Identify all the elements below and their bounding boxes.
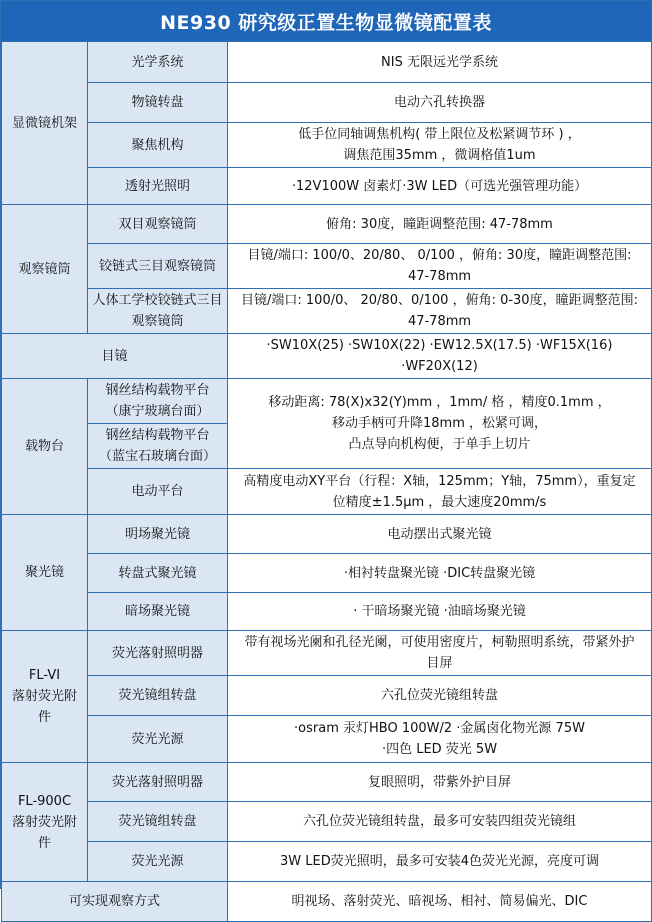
row-label: 荧光光源 <box>88 842 228 882</box>
category-tube: 观察镜筒 <box>2 205 88 334</box>
row-value: 目镜/端口: 100/0、20/80、 0/100 ，俯角: 30度，瞳距调整范围: 47-78mm <box>228 244 652 289</box>
row-value: 移动距离: 78(X)x32(Y)mm ，1mm/ 格 ，精度0.1mm ， 移动手柄可升降18mm ，松紧可调， 凸点导向机构便，于单手上切片 <box>228 379 652 469</box>
table-row <box>2 716 652 763</box>
table-row <box>2 83 652 123</box>
row-value: 带有视场光阑和孔径光阑，可使用密度片，柯勒照明系统，带紧外护 目屏 <box>228 631 652 676</box>
row-label: 转盘式聚光镜 <box>88 554 228 593</box>
category-stand: 显微镜机架 <box>2 42 88 205</box>
table-row <box>2 554 652 593</box>
row-value: 六孔位荧光镜组转盘 <box>228 676 652 716</box>
category-modes: 可实现观察方式 <box>2 882 228 922</box>
row-value: 低手位同轴调焦机构( 带上限位及松紧调节环 ) ， 调焦范围35mm ，微调格值1um <box>228 123 652 168</box>
row-label: 荧光镜组转盘 <box>88 802 228 842</box>
row-value: 目镜/端口: 100/0、 20/80、0/100 ，俯角: 0-30度，瞳距调整范围: 47-78mm <box>228 289 652 334</box>
table-row <box>2 379 652 424</box>
row-label: 钢丝结构载物平台 （蓝宝石玻璃台面） <box>88 424 228 469</box>
row-label: 透射光照明 <box>88 168 228 205</box>
row-label: 光学系统 <box>88 42 228 83</box>
row-value: ·SW10X(25) ·SW10X(22) ·EW12.5X(17.5) ·WF15X(16) ·WF20X(12) <box>228 334 652 379</box>
row-value: ·相衬转盘聚光镜 ·DIC转盘聚光镜 <box>228 554 652 593</box>
category-fl-900c: FL-900C 落射荧光附 件 <box>2 763 88 882</box>
row-label: 铰链式三目观察镜筒 <box>88 244 228 289</box>
row-value: 明视场、落射荧光、暗视场、相衬、简易偏光、DIC <box>228 882 652 922</box>
row-label: 荧光落射照明器 <box>88 763 228 802</box>
row-value: · 干暗场聚光镜 ·油暗场聚光镜 <box>228 593 652 631</box>
table-row <box>2 42 652 83</box>
table-row <box>2 168 652 205</box>
row-label: 明场聚光镜 <box>88 515 228 554</box>
row-value: 复眼照明，带紫外护目屏 <box>228 763 652 802</box>
table-row <box>2 763 652 802</box>
row-value: 俯角: 30度，瞳距调整范围: 47-78mm <box>228 205 652 244</box>
table-row <box>2 289 652 334</box>
row-label: 暗场聚光镜 <box>88 593 228 631</box>
row-label: 电动平台 <box>88 469 228 515</box>
table-row <box>2 469 652 515</box>
row-label: 人体工学校铰链式三目 观察镜筒 <box>88 289 228 334</box>
row-value: 电动摆出式聚光镜 <box>228 515 652 554</box>
row-label: 双目观察镜筒 <box>88 205 228 244</box>
row-value: 六孔位荧光镜组转盘，最多可安装四组荧光镜组 <box>228 802 652 842</box>
row-label: 物镜转盘 <box>88 83 228 123</box>
table-row <box>2 676 652 716</box>
table-title: NE930 研究级正置生物显微镜配置表 <box>1 1 651 41</box>
table-row <box>2 123 652 168</box>
category-eyepiece: 目镜 <box>2 334 228 379</box>
table-row <box>2 515 652 554</box>
category-fl-vi: FL-VI 落射荧光附 件 <box>2 631 88 763</box>
table-row <box>2 842 652 882</box>
row-value: 电动六孔转换器 <box>228 83 652 123</box>
config-table <box>1 41 652 922</box>
table-row <box>2 631 652 676</box>
row-value: 3W LED荧光照明，最多可安装4色荧光光源，亮度可调 <box>228 842 652 882</box>
row-value: ·12V100W 卤素灯·3W LED（可选光强管理功能） <box>228 168 652 205</box>
category-condenser: 聚光镜 <box>2 515 88 631</box>
category-stage: 载物台 <box>2 379 88 515</box>
row-label: 荧光光源 <box>88 716 228 763</box>
row-value: ·osram 汞灯HBO 100W/2 ·金属卤化物光源 75W ·四色 LED 荧光 5W <box>228 716 652 763</box>
table-row <box>2 334 652 379</box>
table-row <box>2 244 652 289</box>
table-row <box>2 593 652 631</box>
row-label: 聚焦机构 <box>88 123 228 168</box>
row-value: 高精度电动XY平台（行程：X轴，125mm；Y轴，75mm），重复定 位精度±1.5μm ，最大速度20mm/s <box>228 469 652 515</box>
table-row <box>2 205 652 244</box>
row-label: 钢丝结构载物平台 （康宁玻璃台面） <box>88 379 228 424</box>
table-row <box>2 802 652 842</box>
row-value: NIS 无限远光学系统 <box>228 42 652 83</box>
table-row <box>2 882 652 922</box>
row-label: 荧光镜组转盘 <box>88 676 228 716</box>
row-label: 荧光落射照明器 <box>88 631 228 676</box>
